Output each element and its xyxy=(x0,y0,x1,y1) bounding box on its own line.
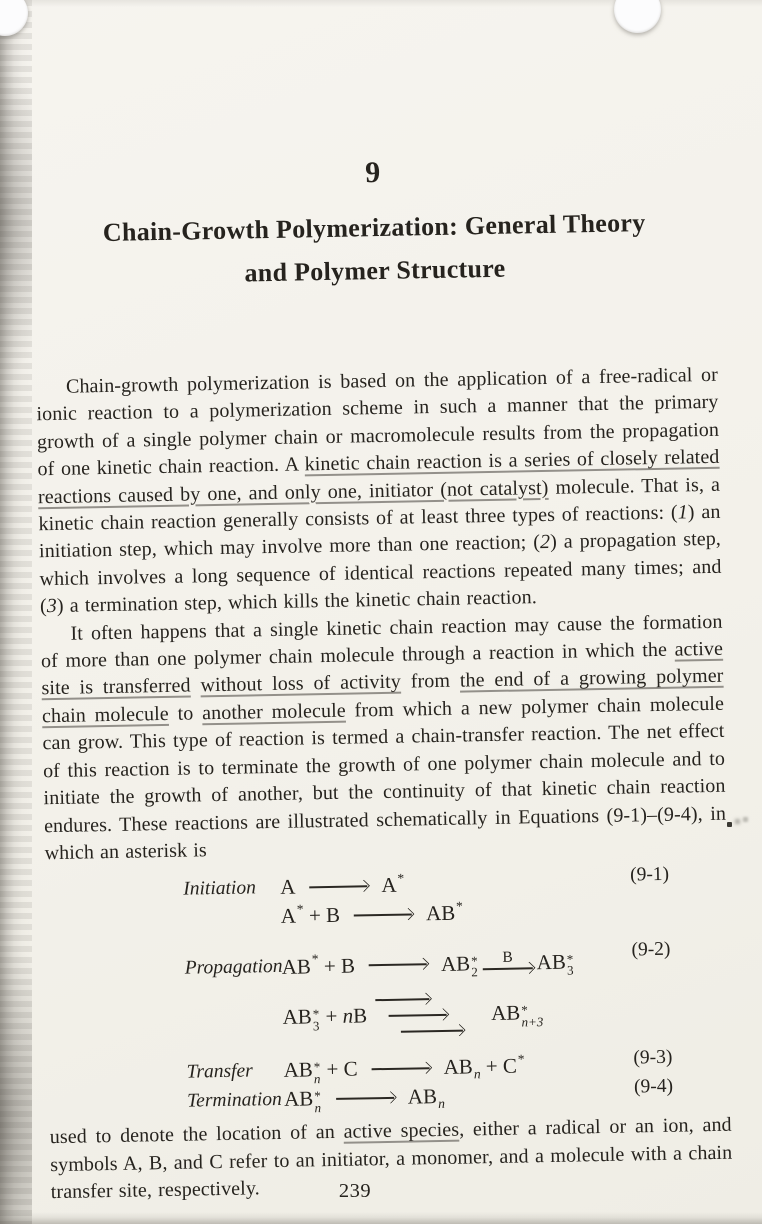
pencil-underlined-text: another molecule xyxy=(201,699,346,725)
equation-number: (9-4) xyxy=(633,1076,674,1098)
equation-number: (9-3) xyxy=(633,1047,673,1069)
superscript: * xyxy=(517,1051,525,1067)
equation-body xyxy=(281,949,574,979)
equation-variable: n xyxy=(342,1003,354,1029)
paragraphs xyxy=(36,362,727,868)
equation-text: + C xyxy=(321,1056,358,1082)
page-number: 239 xyxy=(338,1180,372,1202)
text-run: from xyxy=(400,670,461,694)
arrow-label: B xyxy=(502,949,513,967)
text-run: ) a propagation step, which involves a long sequence of identical reactions repeated many times; and ( xyxy=(39,528,722,618)
equation-text: A xyxy=(280,874,296,900)
subscript: n xyxy=(314,1099,322,1116)
superscript: * xyxy=(312,1006,320,1022)
text-run: Chain-growth polymerization is based on the application of a free-radical or ionic reaction to a polymerization scheme in such a manner that the primary growth of a single polymer chain or macromolecule results from the propagation of one kinetic chain reaction. A xyxy=(36,363,720,481)
equation-step-label: Propagation xyxy=(184,956,283,979)
chapter-title xyxy=(33,200,716,298)
text-run: It often happens that a single kinetic chain reaction may cause the formation of more than one polymer chain molecule through a reaction in which the xyxy=(40,610,723,673)
equation-step-label: Transfer xyxy=(186,1060,253,1083)
equation-text: A xyxy=(280,903,297,929)
subscript: n+3 xyxy=(521,1013,544,1030)
reaction-arrow-icon xyxy=(309,885,367,888)
subscript: n xyxy=(313,1071,321,1087)
text-run: 3 xyxy=(46,595,58,618)
reaction-arrow-icon xyxy=(483,968,533,971)
repeated-reaction-arrows-icon xyxy=(373,988,486,1042)
superscript: * xyxy=(521,1002,528,1018)
body-text xyxy=(36,362,733,1207)
subscript: 3 xyxy=(566,962,574,978)
pencil-underlined-text: kinetic chain reaction is a series of closely related reactions caused by one, and only one, initiator (not catalyst) xyxy=(37,445,720,508)
superscript: * xyxy=(397,870,405,886)
sup-sub-stack xyxy=(521,1002,544,1030)
superscript: * xyxy=(470,953,478,969)
text-run: to xyxy=(168,702,203,725)
superscript: * xyxy=(311,951,319,967)
equation-row xyxy=(47,982,730,1049)
pencil-underlined-text: active site is transferred xyxy=(41,637,724,700)
equation-step-label: Initiation xyxy=(183,877,257,900)
paragraph xyxy=(36,362,722,621)
equation-text: AB xyxy=(283,1057,314,1083)
equation-text: AB xyxy=(490,1000,521,1026)
equation-text: AB xyxy=(443,1054,474,1080)
labeled-reaction-arrow xyxy=(482,950,532,971)
ink-speck xyxy=(727,822,732,827)
equation-text: AB xyxy=(536,949,567,975)
equation-body xyxy=(283,1084,445,1116)
superscript: * xyxy=(455,898,463,914)
equation-text: AB xyxy=(281,954,312,979)
superscript: * xyxy=(566,951,574,967)
equation-text: AB xyxy=(440,951,471,976)
reaction-arrow-icon xyxy=(372,1067,430,1070)
equation-text: AB xyxy=(407,1084,438,1109)
text-run: , either a radical or an ion, and symbols A, B, and C refer to an initiator, a monomer, and a molecule with a chain transfer site, respectively. xyxy=(50,1113,733,1204)
equation-number: (9-1) xyxy=(629,864,670,886)
text-run: 2 xyxy=(539,531,551,554)
sup-sub-stack xyxy=(314,1088,322,1116)
chapter-number: 9 xyxy=(364,155,382,190)
text-run: from which a new polymer chain molecule can grow. This type of reaction is termed a chain-transfer reaction. The net effect of this reaction is to terminate the growth of one polymer chain molecule and to initiate the growth of another, but the continuity of that kinetic chain reaction endures. These reactions are illustrated schematically in Equations (9-1)–(9-4), in which an asterisk is xyxy=(42,692,727,865)
equation-text: AB xyxy=(425,901,456,926)
pencil-underlined-text: the end of a growing polymer chain molecule xyxy=(41,665,724,728)
superscript: * xyxy=(314,1088,321,1104)
reaction-arrow-icon xyxy=(369,964,427,967)
equation-body xyxy=(280,898,464,929)
text-run: ) a termination step, which kills the kinetic chain reaction. xyxy=(56,586,538,618)
superscript: * xyxy=(313,1059,321,1075)
reaction-arrow-icon xyxy=(336,1097,394,1100)
text-run: 1 xyxy=(677,501,689,524)
sup-sub-stack xyxy=(312,1006,320,1034)
equations xyxy=(45,865,731,1118)
subscript: 3 xyxy=(312,1018,320,1034)
equation-text: + B xyxy=(318,953,356,979)
subscript: 2 xyxy=(471,964,478,980)
sup-sub-stack xyxy=(313,1059,321,1087)
equation-text: + xyxy=(320,1004,343,1029)
reaction-arrow-icon xyxy=(354,913,412,916)
paragraph xyxy=(40,608,726,867)
page-content xyxy=(29,0,733,1224)
subscript: n xyxy=(437,1095,445,1111)
equation-body xyxy=(282,987,544,1044)
text-run: molecule. That is, a kinetic chain reaction generally consists of at least three types of reactions: ( xyxy=(38,473,721,536)
equation-text: AB xyxy=(283,1086,314,1112)
chapter-title-line1: Chain-Growth Polymerization: General Theory xyxy=(102,208,646,248)
reaction-arrow-icon xyxy=(375,998,429,1001)
superscript: * xyxy=(296,901,304,917)
reaction-arrow-icon xyxy=(388,1014,446,1017)
pencil-underlined-text: without loss of activity xyxy=(200,671,402,697)
equation-body xyxy=(283,1051,525,1087)
equation-text: A xyxy=(381,873,397,898)
equation-text: AB xyxy=(282,1004,313,1030)
chapter-title-line2: and Polymer Structure xyxy=(244,253,506,288)
sup-sub-stack xyxy=(471,955,478,978)
equation-text: + B xyxy=(303,903,341,928)
equation-step-label: Termination xyxy=(186,1088,282,1112)
text-run: ) an initiation step, which may involve more than one reaction; ( xyxy=(38,500,721,563)
equation-number: (9-2) xyxy=(631,939,671,961)
equation-body xyxy=(280,870,405,900)
scan-edge-left xyxy=(0,0,32,1224)
pencil-underlined-text: active species xyxy=(343,1118,460,1144)
equation-text: B xyxy=(352,1003,368,1028)
equation-text: + C xyxy=(480,1053,518,1079)
sup-sub-stack xyxy=(567,953,574,976)
reaction-arrow-icon xyxy=(400,1029,462,1032)
subscript: n xyxy=(473,1066,481,1082)
text-run xyxy=(190,675,200,697)
hole-punch-icon xyxy=(0,0,28,36)
chapter-heading xyxy=(32,150,716,298)
text-run: used to denote the location of an xyxy=(49,1121,344,1149)
